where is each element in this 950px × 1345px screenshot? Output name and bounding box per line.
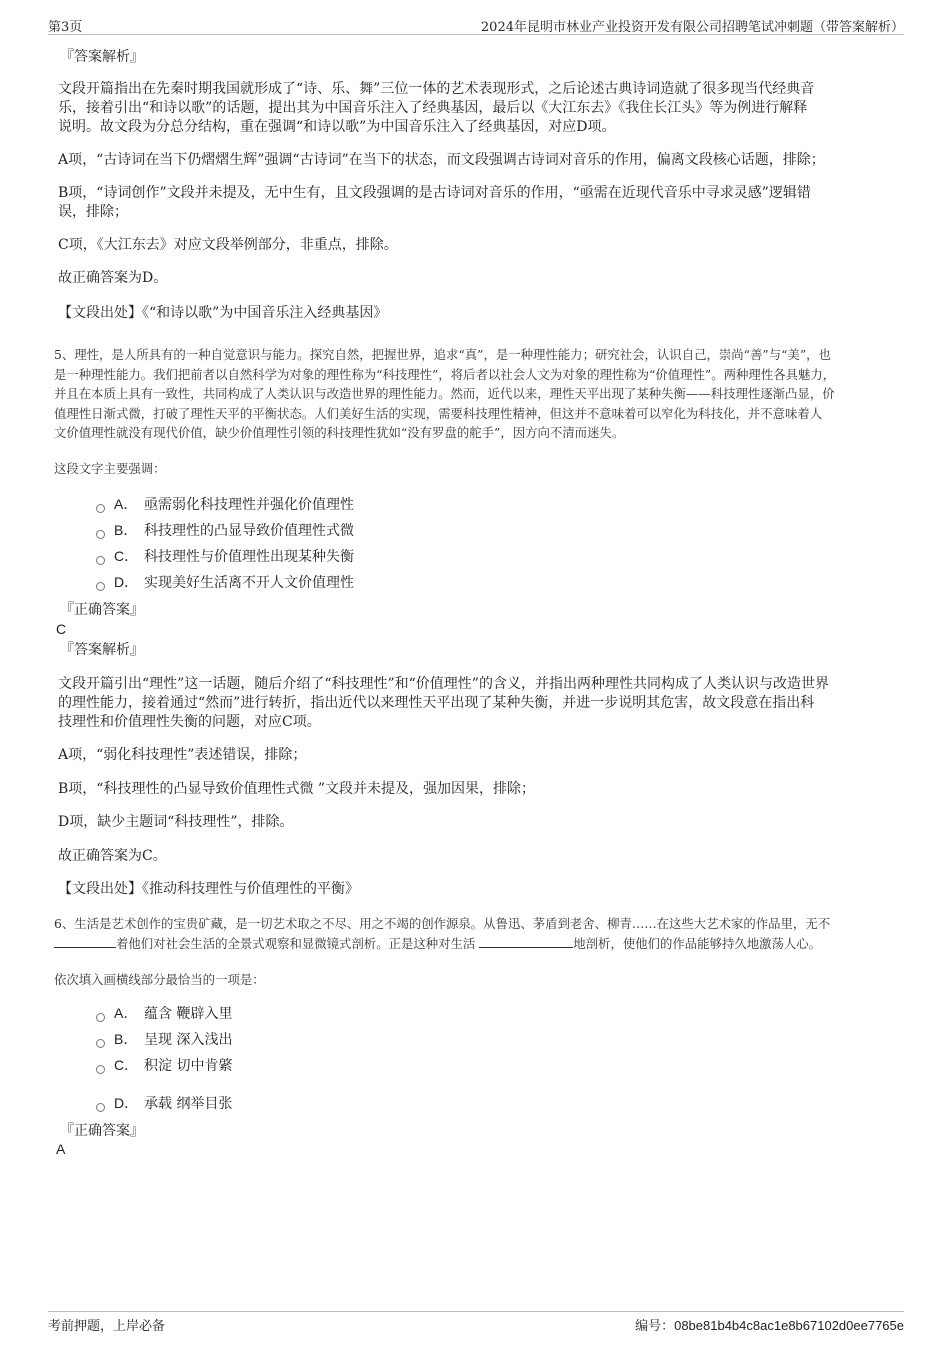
answer-heading: 『正确答案』 xyxy=(60,1123,144,1139)
passage-line: 并且在本质上具有一致性，共同构成了人类认识与改造世界的理性能力。然而，近代以来，理性天平出现了某种失衡——科技理性逐渐凸显，价 xyxy=(54,386,835,401)
option-b-analysis: B项，“诗词创作”文段并未提及，无中生有，且文段强调的是古诗词对音乐的作用，“亟需在近现代音乐中寻求灵感”逻辑错 xyxy=(58,185,811,201)
page-number: 第3页 xyxy=(48,20,83,35)
option-a-analysis: A项，“弱化科技理性”表述错误，排除； xyxy=(58,747,307,763)
option-b[interactable]: B． 科技理性的凸显导致价值理性式微 xyxy=(96,519,354,541)
radio-icon[interactable] xyxy=(96,556,105,565)
passage-line: 5、理性，是人所具有的一种自觉意识与能力。探究自然，把握世界，追求“真”，是一种理性能力；研究社会，认识自己，崇尚“善”与“美”，也 xyxy=(54,347,831,362)
option-d[interactable]: D． 承载 纲举目张 xyxy=(96,1092,232,1114)
page-header xyxy=(48,14,904,35)
passage-line: 文价值理性就没有现代价值，缺少价值理性引领的科技理性犹如“没有罗盘的舵手”，因方向不清而迷失。 xyxy=(54,425,625,440)
source-citation: 【文段出处】《“和诗以歌”为中国音乐注入经典基因》 xyxy=(58,305,388,321)
fill-blank-2[interactable] xyxy=(479,935,573,948)
option-c-analysis: C项，《大江东去》对应文段举例部分，非重点，排除。 xyxy=(58,237,398,253)
radio-icon[interactable] xyxy=(96,1013,105,1022)
option-b[interactable]: B． 呈现 深入浅出 xyxy=(96,1028,232,1050)
conclusion: 故正确答案为C。 xyxy=(58,848,167,864)
analysis-line: 文段开篇指出在先秦时期我国就形成了“诗、乐、舞”三位一体的艺术表现形式，之后论述古典诗词造就了很多现当代经典音 xyxy=(58,81,815,97)
document-code: 编号：08be81b4b4c8ac1e8b67102d0ee7765e xyxy=(635,1318,904,1334)
analysis-heading: 『答案解析』 xyxy=(60,642,144,658)
option-b-analysis: B项，“科技理性的凸显导致价值理性式微 ”文段并未提及，强加因果，排除； xyxy=(58,781,536,797)
document-title: 2024年昆明市林业产业投资开发有限公司招聘笔试冲刺题（带答案解析） xyxy=(480,20,904,35)
source-citation: 【文段出处】《推动科技理性与价值理性的平衡》 xyxy=(58,881,359,897)
question-prompt: 这段文字主要强调： xyxy=(54,461,166,476)
radio-icon[interactable] xyxy=(96,1065,105,1074)
radio-icon[interactable] xyxy=(96,582,105,591)
conclusion: 故正确答案为D。 xyxy=(58,270,168,286)
option-b-analysis: 误，排除； xyxy=(58,204,128,220)
footer-slogan: 考前押题，上岸必备 xyxy=(48,1319,166,1334)
analysis-line: 技理性和价值理性失衡的问题，对应C项。 xyxy=(58,714,321,730)
answer-heading: 『正确答案』 xyxy=(60,602,144,618)
option-d[interactable]: D． 实现美好生活离不开人文价值理性 xyxy=(96,571,354,593)
page-footer xyxy=(48,1311,904,1336)
radio-icon[interactable] xyxy=(96,530,105,539)
analysis-heading: 『答案解析』 xyxy=(60,49,144,65)
question-prompt: 依次填入画横线部分最恰当的一项是： xyxy=(54,972,265,987)
correct-answer: C xyxy=(56,621,67,637)
analysis-line: 的理性能力，接着通过“然而”进行转折，指出近代以来理性天平出现了某种失衡，并进一步说明其危害，故文段意在指出科 xyxy=(58,695,815,711)
analysis-line: 文段开篇引出“理性”这一话题，随后介绍了“科技理性”和“价值理性”的含义，并指出两种理性共同构成了人类认识与改造世界 xyxy=(58,676,829,692)
radio-icon[interactable] xyxy=(96,1039,105,1048)
fill-blank-1[interactable] xyxy=(54,935,116,948)
option-a-analysis: A项，“古诗词在当下仍熠熠生辉”强调“古诗词”在当下的状态，而文段强调古诗词对音乐的作用，偏离文段核心话题，排除； xyxy=(58,152,825,168)
passage-line: 值理性日渐式微，打破了理性天平的平衡状态。人们美好生活的实现，需要科技理性精神，但这并不意味着可以窄化为科技化，并不意味着人 xyxy=(54,406,823,421)
radio-icon[interactable] xyxy=(96,504,105,513)
passage-line: 6、生活是艺术创作的宝贵矿藏，是一切艺术取之不尽、用之不竭的创作源泉。从鲁迅、茅盾到老舍、柳青……在这些大艺术家的作品里，无不 xyxy=(54,916,831,931)
correct-answer: A xyxy=(56,1141,66,1157)
option-d-analysis: D项，缺少主题词“科技理性”，排除。 xyxy=(58,814,294,830)
radio-icon[interactable] xyxy=(96,1103,105,1112)
option-a[interactable]: A． 亟需弱化科技理性并强化价值理性 xyxy=(96,493,354,515)
option-c[interactable]: C． 积淀 切中肯綮 xyxy=(96,1054,232,1076)
passage-line-with-blanks: 着他们对社会生活的全景式观察和显微镜式剖析。正是这种对生活 地剖析，使他们的作品能够持久地激荡人心。 xyxy=(54,934,821,954)
analysis-line: 乐，接着引出“和诗以歌”的话题，提出其为中国音乐注入了经典基因，最后以《大江东去》《我住长江头》等为例进行解释 xyxy=(58,100,808,116)
option-a[interactable]: A． 蕴含 鞭辟入里 xyxy=(96,1002,232,1024)
analysis-line: 说明。故文段为分总分结构，重在强调“和诗以歌”为中国音乐注入了经典基因，对应D项。 xyxy=(58,119,616,135)
passage-line: 是一种理性能力。我们把前者以自然科学为对象的理性称为“科技理性”，将后者以社会人文为对象的理性称为“价值理性”。两种理性各具魅力， xyxy=(54,367,836,382)
option-c[interactable]: C． 科技理性与价值理性出现某种失衡 xyxy=(96,545,354,567)
